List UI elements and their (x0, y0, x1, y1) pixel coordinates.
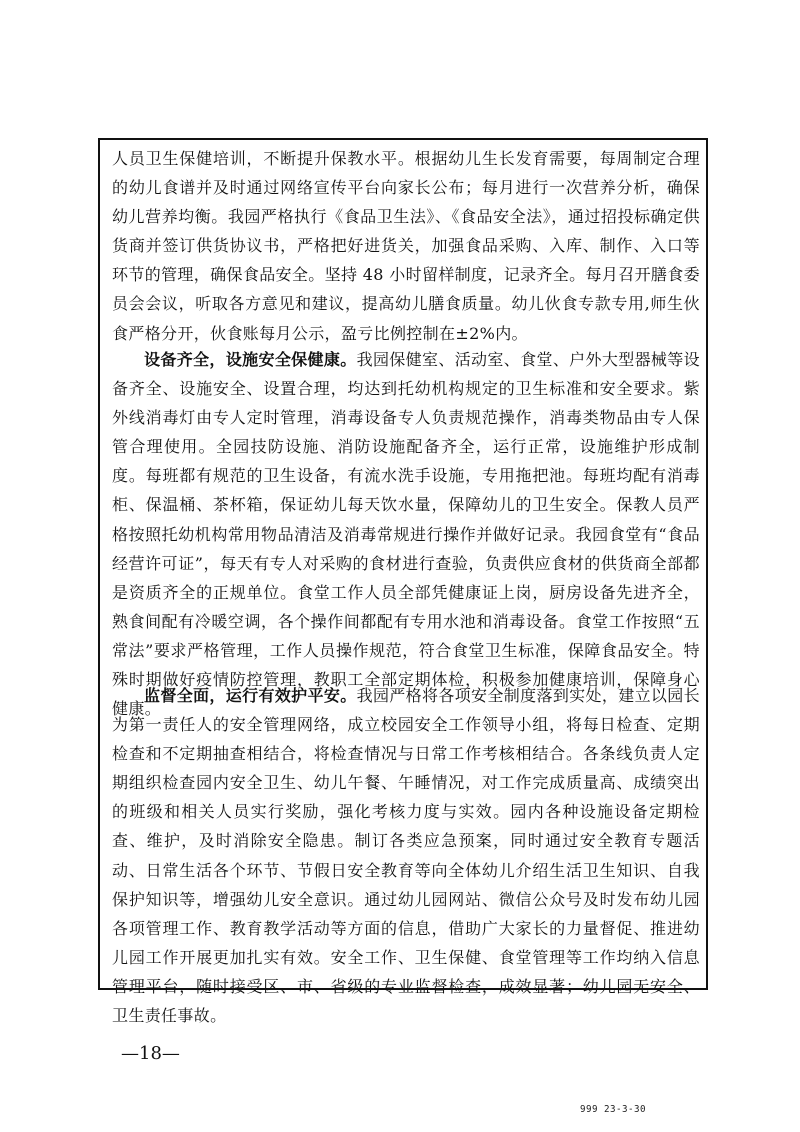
paragraph-lead: 监督全面，运行有效护平安。 (144, 686, 357, 705)
paragraph-text: 我园保健室、活动室、食堂、户外大型器械等设备齐全、设施安全、设置合理，均达到托幼机构规定的卫生标准和安全要求。紫外线消毒灯由专人定时管理，消毒设备专人负责规范操作，消毒类物品由专人保管合理使用。全园技防设施、消防设施配备齐全，运行正常，设施维护形成制度。每班都有规范的卫生设备，有流水洗手设施，专用拖把池。每班均配有消毒柜、保温桶、茶杯箱，保证幼儿每天饮水量，保障幼儿的卫生安全。保教人员严格按照托幼机构常用物品清洁及消毒常规进行操作并做好记录。我园食堂有“食品经营许可证”，每天有专人对采购的食材进行查验，负责供应食材的供货商全部都是资质齐全的正规单位。食堂工作人员全部凭健康证上岗，厨房设备先进齐全，熟食间配有冷暖空调，各个操作间都配有专用水池和消毒设备。食堂工作按照“五常法”要求严格管理，工作人员操作规范，符合食堂卫生标准，保障食品安全。特殊时期做好疫情防控管理，教职工全部定期体检，积极参加健康培训，保障身心健康。 (112, 350, 700, 719)
paragraph-text: 我园严格将各项安全制度落到实处，建立以园长为第一责任人的安全管理网络，成立校园安全工作领导小组，将每日检查、定期检查和不定期抽查相结合，将检查情况与日常工作考核相结合。各条线负责人定期组织检查园内安全卫生、幼儿午餐、午睡情况，对工作完成质量高、成绩突出的班级和相关人员实行奖励，强化考核力度与实效。园内各种设施设备定期检查、维护，及时消除安全隐患。制订各类应急预案，同时通过安全教育专题活动、日常生活各个环节、节假日安全教育等向全体幼儿介绍生活卫生知识、自我保护知识等，增强幼儿安全意识。通过幼儿园网站、微信公众号及时发布幼儿园各项管理工作、教育教学活动等方面的信息，借助广大家长的力量督促、推进幼儿园工作开展更加扎实有效。安全工作、卫生保健、食堂管理等工作均纳入信息管理平台，随时接受区、市、省级的专业监督检查，成效显著；幼儿园无安全、卫生责任事故。 (112, 686, 700, 1026)
content-frame (98, 138, 708, 1026)
paragraph-supervision (112, 681, 700, 1030)
paragraph-text: 人员卫生保健培训，不断提升保教水平。根据幼儿生长发育需要，每周制定合理的幼儿食谱并及时通过网络宣传平台向家长公布；每月进行一次营养分析，确保幼儿营养均衡。我园严格执行《食品卫生法》、《食品安全法》，通过招投标确定供货商并签订供货协议书，严格把好进货关，加强食品采购、入库、制作、入口等环节的管理，确保食品安全。坚持 48 小时留样制度，记录齐全。每月召开膳食委员会会议，听取各方意见和建议，提高幼儿膳食质量。幼儿伙食专款专用,师生伙食严格分开，伙食账每月公示，盈亏比例控制在±2%内。 (112, 149, 700, 343)
paragraph-equipment-safety (112, 345, 700, 723)
footer-code: 999 23-3-30 (580, 1104, 646, 1115)
paragraph-hygiene-training (112, 144, 700, 348)
page-number: —18— (121, 1043, 180, 1064)
paragraph-lead: 设备齐全，设施安全保健康。 (144, 350, 357, 369)
